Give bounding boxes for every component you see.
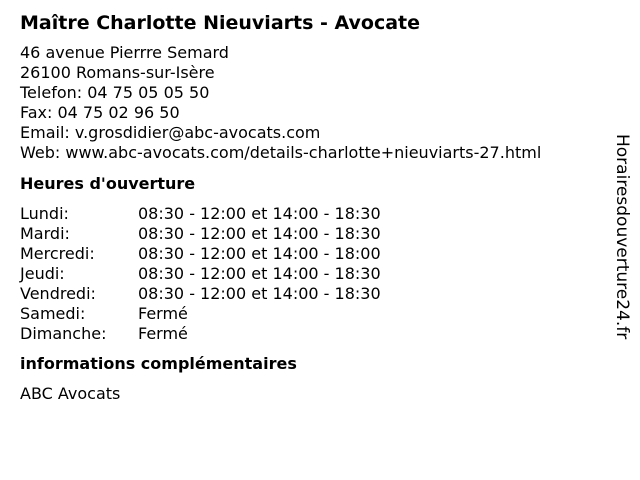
address-line-1: 46 avenue Pierrre Semard	[20, 43, 229, 62]
time-value: 08:30 - 12:00 et 14:00 - 18:30	[138, 284, 381, 303]
page-title: Maître Charlotte Nieuviarts - Avocate	[20, 12, 421, 34]
site-brand-vertical: Horairesdouverture24.fr	[612, 134, 632, 340]
day-label: Mercredi:	[20, 244, 95, 263]
time-value: 08:30 - 12:00 et 14:00 - 18:30	[138, 264, 381, 283]
day-label: Dimanche:	[20, 324, 107, 343]
time-value: 08:30 - 12:00 et 14:00 - 18:30	[138, 224, 381, 243]
day-label: Lundi:	[20, 204, 69, 223]
day-label: Mardi:	[20, 224, 70, 243]
info-heading: informations complémentaires	[20, 354, 297, 373]
hours-row-monday	[20, 204, 610, 224]
time-value: Fermé	[138, 324, 188, 343]
day-label: Vendredi:	[20, 284, 96, 303]
time-value: 08:30 - 12:00 et 14:00 - 18:00	[138, 244, 381, 263]
hours-table	[20, 204, 610, 344]
hours-row-tuesday	[20, 224, 610, 244]
email-line: Email: v.grosdidier@abc-avocats.com	[20, 123, 321, 142]
hours-row-sunday	[20, 324, 610, 344]
hours-heading: Heures d'ouverture	[20, 174, 196, 193]
business-card	[20, 11, 610, 404]
hours-row-thursday	[20, 264, 610, 284]
hours-row-saturday	[20, 304, 610, 324]
address-line-2: 26100 Romans-sur-Isère	[20, 63, 215, 82]
time-value: Fermé	[138, 304, 188, 323]
hours-row-wednesday	[20, 244, 610, 264]
day-label: Jeudi:	[20, 264, 65, 283]
fax-line: Fax: 04 75 02 96 50	[20, 103, 180, 122]
web-line: Web: www.abc-avocats.com/details-charlotte+nieuviarts-27.html	[20, 143, 542, 162]
day-label: Samedi:	[20, 304, 86, 323]
time-value: 08:30 - 12:00 et 14:00 - 18:30	[138, 204, 381, 223]
info-text: ABC Avocats	[20, 384, 121, 403]
phone-line: Telefon: 04 75 05 05 50	[20, 83, 210, 102]
hours-row-friday	[20, 284, 610, 304]
